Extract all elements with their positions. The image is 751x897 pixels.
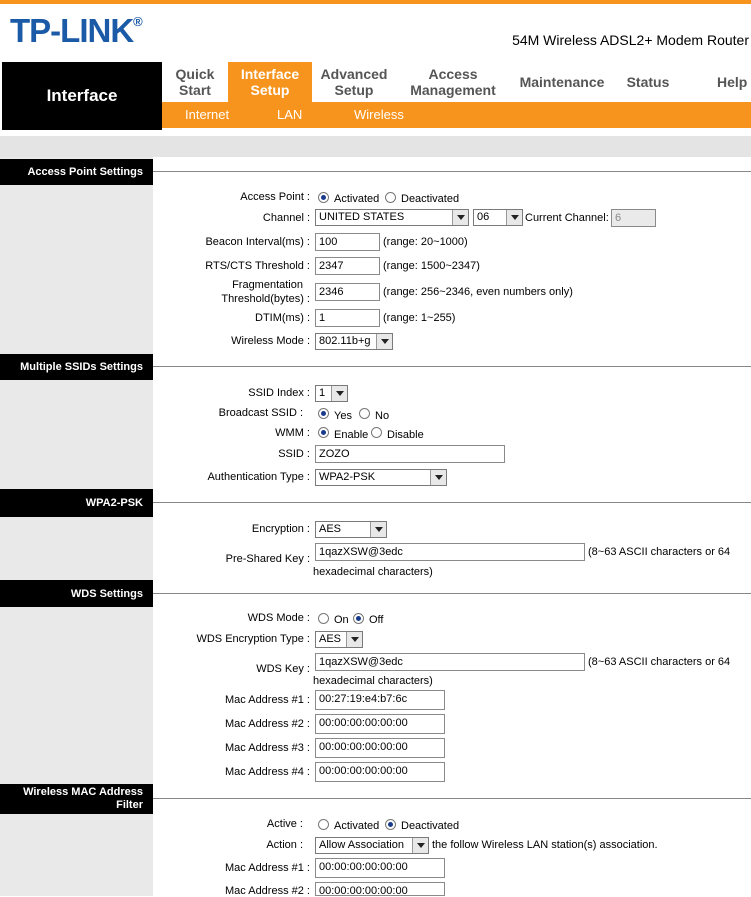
mac-filter-mac1-input[interactable]: 00:00:00:00:00:00 <box>315 858 445 878</box>
chevron-down-icon <box>331 386 347 401</box>
wireless-mode-label: Wireless Mode : <box>231 335 310 347</box>
wds-key-input[interactable]: 1qazXSW@3edc <box>315 653 585 671</box>
tab-maintenance[interactable] <box>510 62 614 102</box>
beacon-range: (range: 20~1000) <box>383 236 468 248</box>
tab-label: Interface <box>240 66 300 82</box>
psk-note-line1: (8~63 ASCII characters or 64 <box>588 546 731 558</box>
wmm-disable-radio[interactable] <box>371 427 382 438</box>
action-note: the follow Wireless LAN station(s) association. <box>432 839 658 851</box>
mac-filter-activated-radio[interactable] <box>318 819 329 830</box>
broadcast-ssid-label: Broadcast SSID : <box>218 407 303 419</box>
tab-label: Help <box>717 74 748 90</box>
channel-select[interactable] <box>473 209 523 226</box>
tab-label: Management <box>410 82 496 98</box>
wds-mac2-input[interactable]: 00:00:00:00:00:00 <box>315 714 445 734</box>
dtim-label: DTIM(ms) : <box>255 312 310 324</box>
select-value: UNITED STATES <box>319 211 405 223</box>
tab-label: Advanced <box>320 66 388 82</box>
tab-label: Start <box>179 82 211 98</box>
mac-filter-action-select[interactable] <box>315 837 429 854</box>
wireless-mode-select[interactable] <box>315 333 393 350</box>
auth-type-label: Authentication Type : <box>207 471 310 483</box>
section-divider <box>153 798 751 799</box>
mac-filter-mac1-label: Mac Address #1 : <box>225 862 310 874</box>
wds-key-label: WDS Key : <box>256 663 310 675</box>
frag-range: (range: 256~2346, even numbers only) <box>383 286 573 298</box>
chevron-down-icon <box>370 522 386 537</box>
psk-note-line2: hexadecimal characters) <box>313 566 433 578</box>
tab-access-management[interactable] <box>396 62 510 102</box>
wds-encryption-select[interactable] <box>315 631 363 648</box>
dtim-range: (range: 1~255) <box>383 312 456 324</box>
tab-status[interactable] <box>614 62 682 102</box>
activated-label: Activated <box>334 820 380 832</box>
wds-on-radio[interactable] <box>318 613 329 624</box>
on-label: On <box>334 614 349 626</box>
content-top-bar <box>0 136 751 157</box>
chevron-down-icon <box>506 210 522 225</box>
select-value: 06 <box>477 211 490 223</box>
deactivated-label: Deactivated <box>401 820 460 832</box>
select-value: Allow Association <box>319 839 404 851</box>
section-header-ssid: Multiple SSIDs Settings <box>0 354 153 380</box>
logo-reg: ® <box>133 14 142 29</box>
subtab-internet[interactable]: Internet <box>185 107 230 122</box>
ssid-input[interactable]: ZOZO <box>315 445 505 463</box>
psk-label: Pre-Shared Key : <box>225 553 310 565</box>
disable-label: Disable <box>387 429 424 441</box>
section-header-mac-filter <box>0 784 153 814</box>
header-line: Wireless MAC Address <box>23 786 143 798</box>
tab-interface-setup[interactable] <box>228 62 312 102</box>
wds-mac1-label: Mac Address #1 : <box>225 694 310 706</box>
auth-type-select[interactable] <box>315 469 447 486</box>
mac-filter-mac2-label: Mac Address #2 : <box>225 885 310 897</box>
chevron-down-icon <box>376 334 392 349</box>
subtab-wireless[interactable]: Wireless <box>354 107 404 122</box>
header-line: Filter <box>116 799 143 811</box>
tab-advanced-setup[interactable] <box>312 62 396 102</box>
frag-input[interactable]: 2346 <box>315 283 380 301</box>
current-channel-field: 6 <box>611 209 656 227</box>
wds-mode-label: WDS Mode : <box>247 612 310 624</box>
dtim-input[interactable]: 1 <box>315 309 380 327</box>
top-accent-bar <box>0 0 751 4</box>
tab-help[interactable] <box>717 62 751 102</box>
section-title: Interface <box>2 62 162 130</box>
wds-mac4-label: Mac Address #4 : <box>225 766 310 778</box>
activated-label: Activated <box>334 193 380 205</box>
country-select[interactable] <box>315 209 469 226</box>
mac-filter-deactivated-radio[interactable] <box>385 819 396 830</box>
tab-label: Setup <box>334 82 374 98</box>
wds-mac1-input[interactable]: 00:27:19:e4:b7:6c <box>315 690 445 710</box>
select-value: AES <box>319 523 342 535</box>
wds-off-radio[interactable] <box>353 613 364 624</box>
chevron-down-icon <box>412 838 428 853</box>
access-point-deactivated-radio[interactable] <box>385 192 396 203</box>
wds-mac3-label: Mac Address #3 : <box>225 742 310 754</box>
deactivated-label: Deactivated <box>401 193 460 205</box>
wmm-label: WMM : <box>275 427 310 439</box>
ssid-index-select[interactable] <box>315 385 348 402</box>
section-divider <box>153 171 751 172</box>
wds-mac4-input[interactable]: 00:00:00:00:00:00 <box>315 762 445 782</box>
tab-label: Maintenance <box>519 74 605 90</box>
rts-range: (range: 1500~2347) <box>383 260 480 272</box>
broadcast-yes-radio[interactable] <box>318 408 329 419</box>
rts-label: RTS/CTS Threshold : <box>205 260 310 272</box>
wds-encryption-label: WDS Encryption Type : <box>196 633 310 645</box>
ssid-index-label: SSID Index : <box>248 387 310 399</box>
wds-key-note-line1: (8~63 ASCII characters or 64 <box>588 656 731 668</box>
frag-label-line2: Threshold(bytes) : <box>221 293 310 305</box>
access-point-activated-radio[interactable] <box>318 192 329 203</box>
current-channel-label: Current Channel: <box>525 212 609 224</box>
frag-label-line1: Fragmentation <box>232 279 303 291</box>
chevron-down-icon <box>452 210 468 225</box>
psk-input[interactable]: 1qazXSW@3edc <box>315 543 585 561</box>
logo-text: TP-LINK <box>10 12 134 49</box>
chevron-down-icon <box>346 632 362 647</box>
sub-nav <box>162 102 751 128</box>
encryption-label: Encryption : <box>251 523 310 535</box>
wds-key-note-line2: hexadecimal characters) <box>313 675 433 687</box>
select-value: 802.11b+g <box>319 335 371 347</box>
beacon-input[interactable]: 100 <box>315 233 380 251</box>
nav-tabs <box>162 62 751 102</box>
tab-label: Quick <box>175 66 215 82</box>
tab-label: Status <box>626 74 670 90</box>
tab-label: Access <box>428 66 478 82</box>
tab-label: Setup <box>250 82 290 98</box>
wds-mac3-input[interactable]: 00:00:00:00:00:00 <box>315 738 445 758</box>
ssid-label: SSID : <box>278 448 310 460</box>
model-name: 54M Wireless ADSL2+ Modem Router <box>512 32 749 48</box>
wds-mac2-label: Mac Address #2 : <box>225 718 310 730</box>
section-header-wds: WDS Settings <box>0 580 153 607</box>
tp-link-logo <box>10 12 142 50</box>
section-header-access-point: Access Point Settings <box>0 159 153 185</box>
wmm-enable-radio[interactable] <box>318 427 329 438</box>
select-value: 1 <box>319 387 326 399</box>
mac-filter-active-label: Active : <box>266 818 303 830</box>
broadcast-no-radio[interactable] <box>359 408 370 419</box>
select-value: AES <box>319 633 342 645</box>
mac-filter-action-label: Action : <box>266 839 303 851</box>
access-point-label: Access Point : <box>240 191 310 203</box>
encryption-select[interactable] <box>315 521 387 538</box>
section-divider <box>153 366 751 367</box>
section-header-wpa2: WPA2-PSK <box>0 489 153 517</box>
section-divider <box>153 502 751 503</box>
rts-input[interactable]: 2347 <box>315 257 380 275</box>
beacon-label: Beacon Interval(ms) : <box>205 236 310 248</box>
select-value: WPA2-PSK <box>319 471 376 483</box>
chevron-down-icon <box>430 470 446 485</box>
mac-filter-mac2-input[interactable]: 00:00:00:00:00:00 <box>315 882 445 896</box>
off-label: Off <box>369 614 384 626</box>
subtab-lan[interactable]: LAN <box>277 107 303 122</box>
main-nav <box>0 60 751 130</box>
enable-label: Enable <box>334 429 369 441</box>
channel-label: Channel : <box>262 212 310 224</box>
tab-quick-start[interactable] <box>162 62 228 102</box>
yes-label: Yes <box>334 410 352 422</box>
section-divider <box>153 593 751 594</box>
no-label: No <box>375 410 390 422</box>
